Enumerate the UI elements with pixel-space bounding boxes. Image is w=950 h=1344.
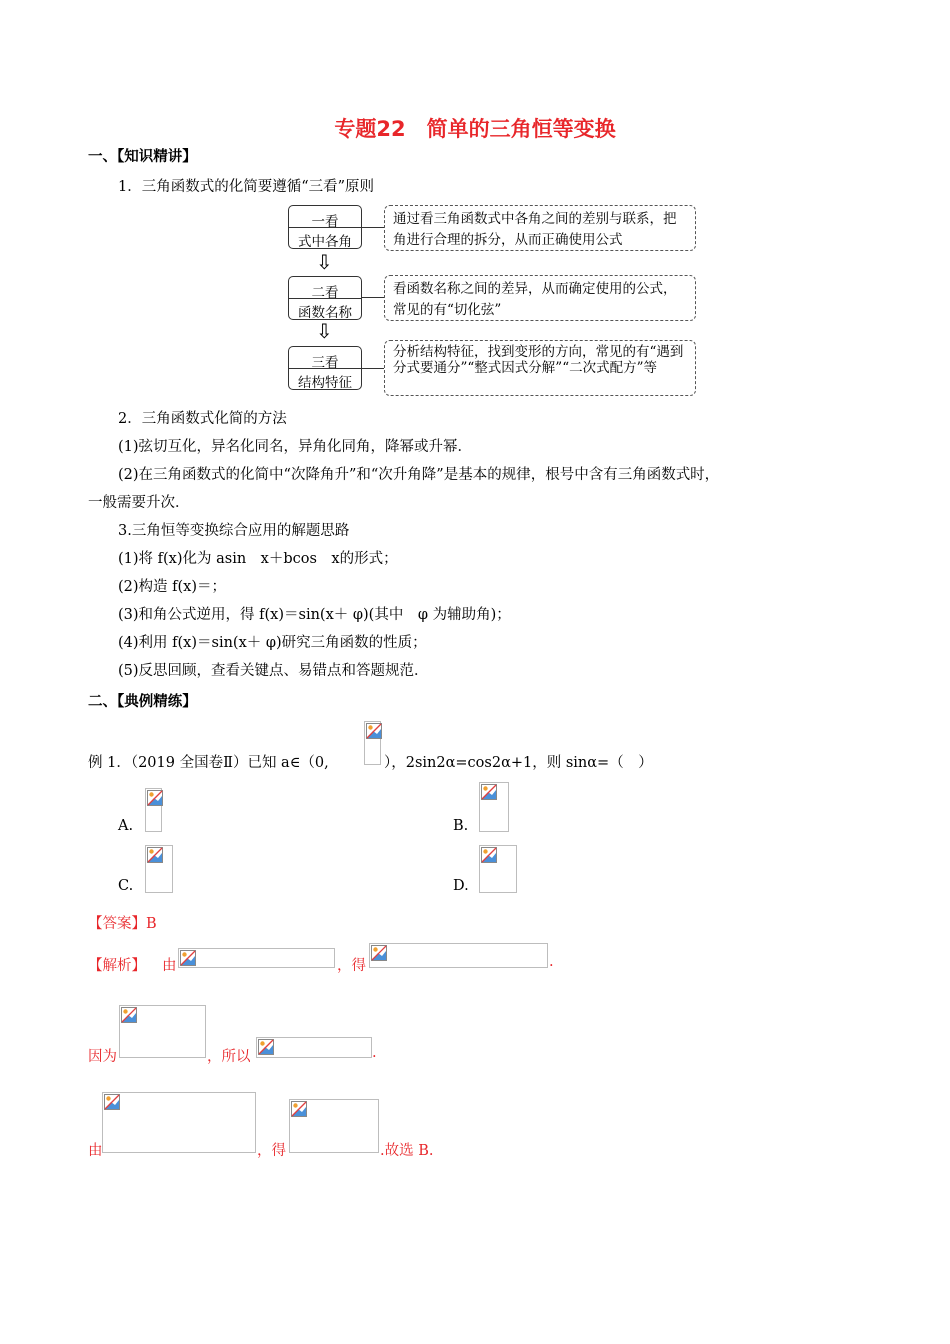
analysis-because: 因为	[88, 1049, 117, 1065]
arrow-down-icon: ⇩	[316, 319, 333, 343]
item-1: 1．三角函数式的化简要遵循“三看”原则	[118, 179, 375, 195]
item-2-2-cont: 一般需要升次．	[88, 495, 190, 511]
analysis-period: .	[549, 954, 554, 970]
item-3-2: (2)构造 f(x)＝；	[118, 579, 227, 595]
item-3-5: (5)反思回顾，查看关键点、易错点和答题规范．	[118, 663, 429, 679]
flow-step-2: 二看 函数名称	[288, 276, 362, 320]
analysis-formula-image-3	[119, 1005, 206, 1058]
flow-desc-1: 通过看三角函数式中各角之间的差别与联系，把角进行合理的拆分，从而正确使用公式	[384, 205, 696, 251]
analysis-label: 【解析】	[88, 958, 146, 974]
item-2: 2．三角函数式化简的方法	[118, 411, 287, 427]
analysis-formula-image-2	[369, 943, 548, 968]
analysis-so: ，所以	[207, 1049, 251, 1065]
example-1-suffix: ），2sin2α=cos2α+1，则 sinα=（ ）	[384, 755, 653, 771]
item-3-4: (4)利用 f(x)＝sin(x＋ φ)研究三角函数的性质；	[118, 635, 427, 651]
item-2-2: (2)在三角函数式的化简中“次降角升”和“次升角降”是基本的规律，根号中含有三角函数式时，	[118, 467, 720, 483]
flow-desc-3: 分析结构特征，找到变形的方向，常见的有“遇到分式要通分”“整式因式分解”“二次式配方”等	[384, 340, 696, 396]
section-heading-knowledge: 一、【知识精讲】	[88, 149, 197, 165]
analysis-formula-image-6	[289, 1099, 379, 1153]
page-title: 专题22 简单的三角恒等变换	[334, 117, 616, 141]
broken-image-icon	[364, 721, 381, 765]
item-3-3: (3)和角公式逆用，得 f(x)＝sin(x＋ φ)(其中 φ 为辅助角)；	[118, 607, 511, 623]
option-d-label: D.	[453, 878, 469, 894]
analysis-period-2: .	[372, 1045, 377, 1061]
option-b-formula-image	[479, 782, 509, 832]
analysis-get-2: ，得	[257, 1143, 286, 1159]
flow-step-3: 三看 结构特征	[288, 346, 362, 390]
option-c-label: C.	[118, 878, 134, 894]
item-2-1: (1)弦切互化，异名化同名，异角化同角，降幂或升幂．	[118, 439, 473, 455]
item-3-1: (1)将 f(x)化为 asin x＋bcos x的形式；	[118, 551, 398, 567]
option-a-formula-image	[145, 788, 162, 832]
item-3: 3.三角恒等变换综合应用的解题思路	[118, 523, 350, 539]
option-c-formula-image	[145, 845, 173, 893]
flow-desc-2: 看函数名称之间的差异，从而确定使用的公式，常见的有“切化弦”	[384, 275, 696, 321]
option-b-label: B.	[453, 818, 469, 834]
analysis-conclusion: .故选 B.	[380, 1143, 434, 1159]
analysis-formula-image-5	[102, 1092, 256, 1153]
example-1-prefix: 例 1．（2019 全国卷Ⅱ）已知 a∈（0,	[88, 755, 329, 771]
option-a-label: A.	[118, 818, 134, 834]
arrow-down-icon: ⇩	[316, 250, 333, 274]
flow-step-1: 一看 式中各角	[288, 205, 362, 249]
answer: 【答案】B	[88, 916, 157, 932]
analysis-formula-image-4	[256, 1037, 372, 1058]
section-heading-examples: 二、【典例精练】	[88, 694, 197, 710]
option-d-formula-image	[479, 845, 517, 893]
analysis-formula-image-1	[178, 948, 335, 968]
analysis-by: 由	[162, 958, 177, 974]
analysis-by-2: 由	[88, 1143, 103, 1159]
analysis-get: ，得	[337, 958, 366, 974]
